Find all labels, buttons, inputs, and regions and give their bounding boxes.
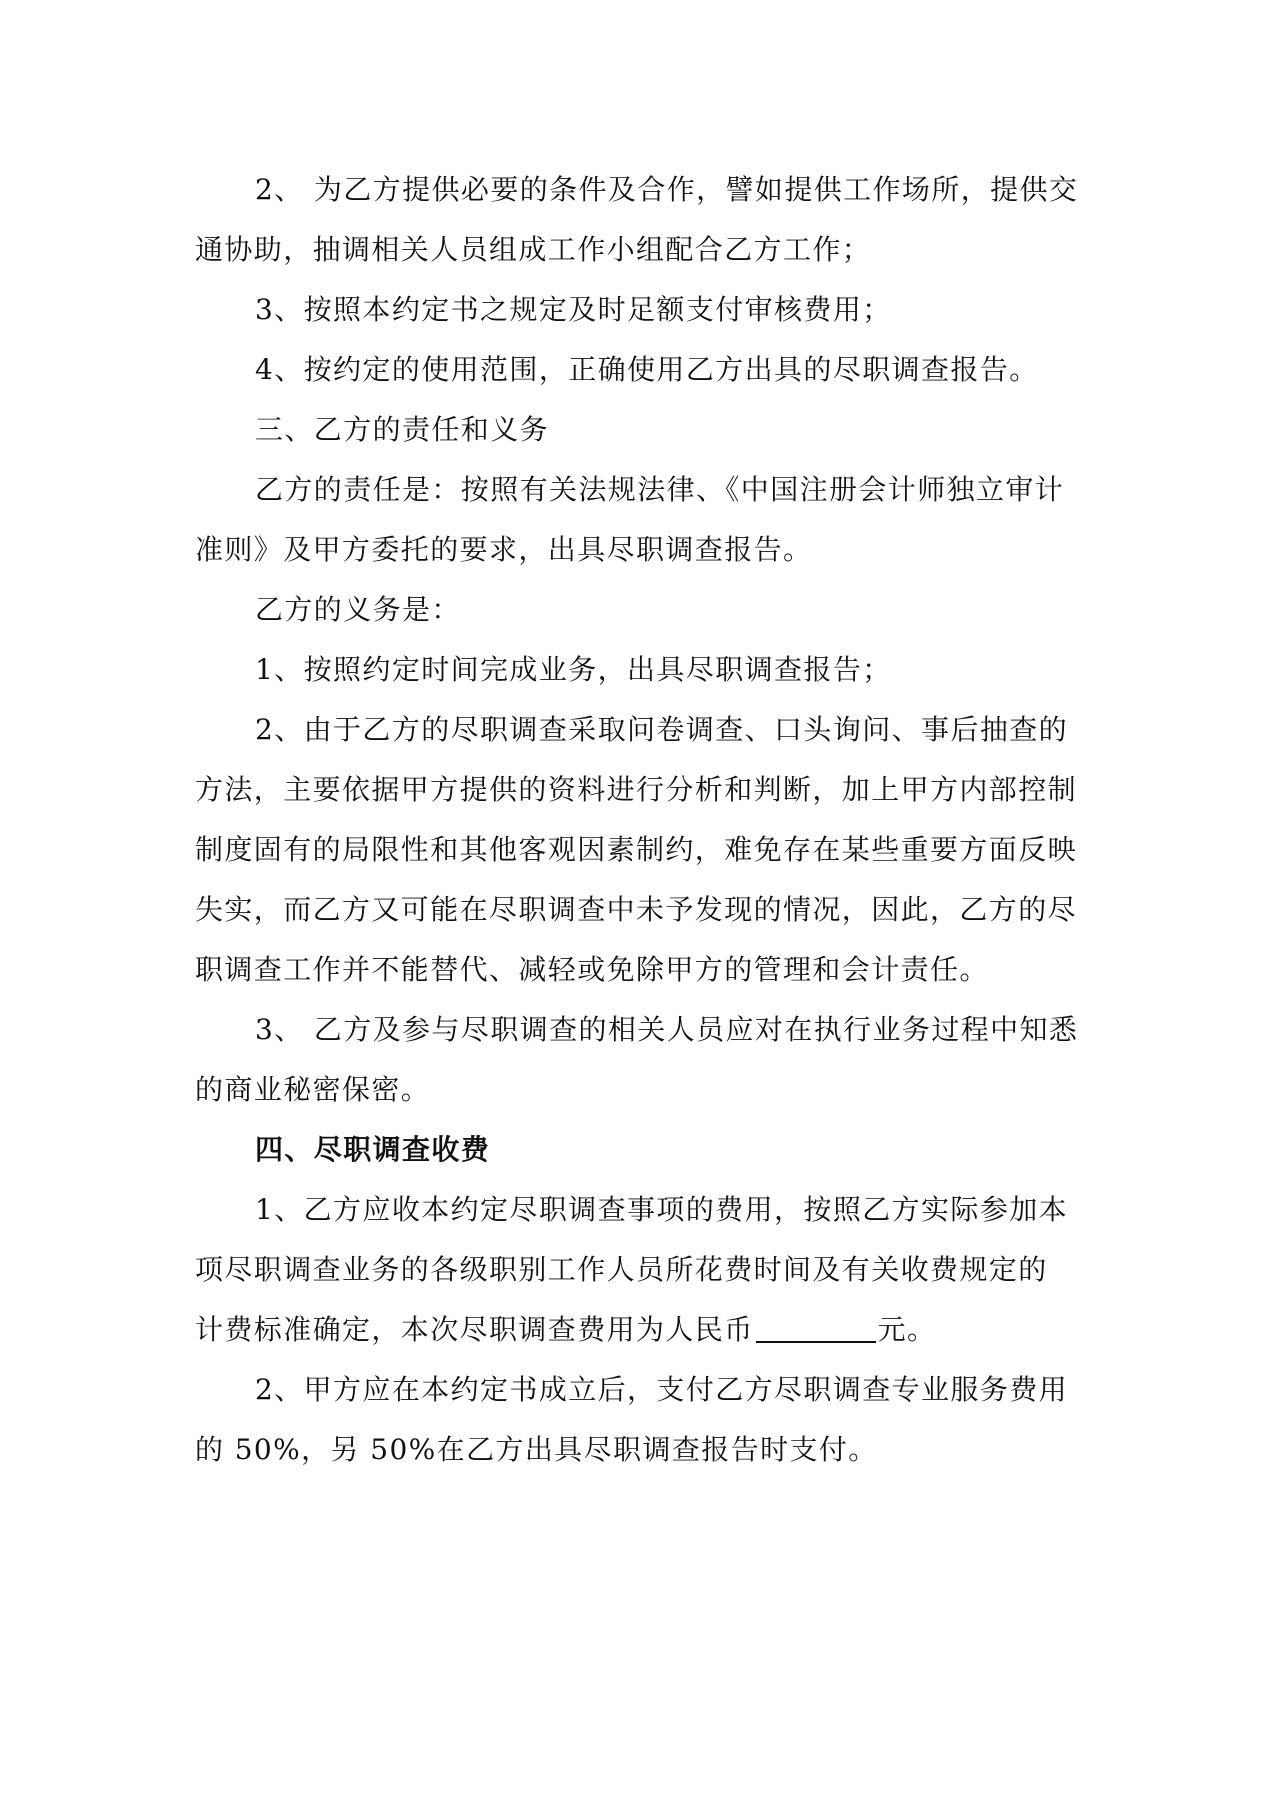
section-heading: 四、尽职调查收费 — [255, 1133, 491, 1166]
paragraph-line: 乙方的义务是： — [255, 593, 461, 626]
paragraph-line: 制度固有的局限性和其他客观因素制约，难免存在某些重要方面反映 — [195, 833, 1078, 866]
fee-amount-blank[interactable] — [756, 1315, 876, 1343]
fee-text-after: 元。 — [877, 1313, 937, 1346]
paragraph-line: 方法，主要依据甲方提供的资料进行分析和判断，加上甲方内部控制 — [195, 773, 1078, 806]
section-heading: 三、乙方的责任和义务 — [255, 413, 550, 446]
paragraph-line: 2、由于乙方的尽职调查采取问卷调查、口头询问、事后抽查的 — [255, 713, 1069, 746]
paragraph-line: 通协助，抽调相关人员组成工作小组配合乙方工作； — [195, 233, 872, 266]
paragraph-line: 的商业秘密保密。 — [195, 1073, 431, 1106]
paragraph-line: 2、甲方应在本约定书成立后，支付乙方尽职调查专业服务费用 — [255, 1373, 1069, 1406]
paragraph-line: 4、按约定的使用范围，正确使用乙方出具的尽职调查报告。 — [255, 353, 1039, 386]
paragraph-line: 准则》及甲方委托的要求，出具尽职调查报告。 — [195, 533, 813, 566]
paragraph-line: 项尽职调查业务的各级职别工作人员所花费时间及有关收费规定的 — [195, 1253, 1048, 1286]
paragraph-line: 1、按照约定时间完成业务，出具尽职调查报告； — [255, 653, 892, 686]
paragraph-line: 的 50%，另 50%在乙方出具尽职调查报告时支付。 — [195, 1433, 878, 1466]
paragraph-line: 职调查工作并不能替代、减轻或免除甲方的管理和会计责任。 — [195, 953, 989, 986]
paragraph-line: 乙方的责任是：按照有关法规法律、《中国注册会计师独立审计 — [255, 473, 1065, 506]
paragraph-line: 3、 乙方及参与尽职调查的相关人员应对在执行业务过程中知悉 — [255, 1013, 1079, 1046]
fee-text-before: 计费标准确定，本次尽职调查费用为人民币 — [195, 1313, 754, 1346]
document-page — [195, 160, 1095, 1480]
fee-line — [195, 1300, 1095, 1360]
paragraph-line: 失实，而乙方又可能在尽职调查中未予发现的情况，因此，乙方的尽 — [195, 893, 1078, 926]
paragraph-line: 2、 为乙方提供必要的条件及合作，譬如提供工作场所，提供交 — [255, 173, 1079, 206]
paragraph-line: 1、乙方应收本约定尽职调查事项的费用，按照乙方实际参加本 — [255, 1193, 1069, 1226]
paragraph-line: 3、按照本约定书之规定及时足额支付审核费用； — [255, 293, 892, 326]
